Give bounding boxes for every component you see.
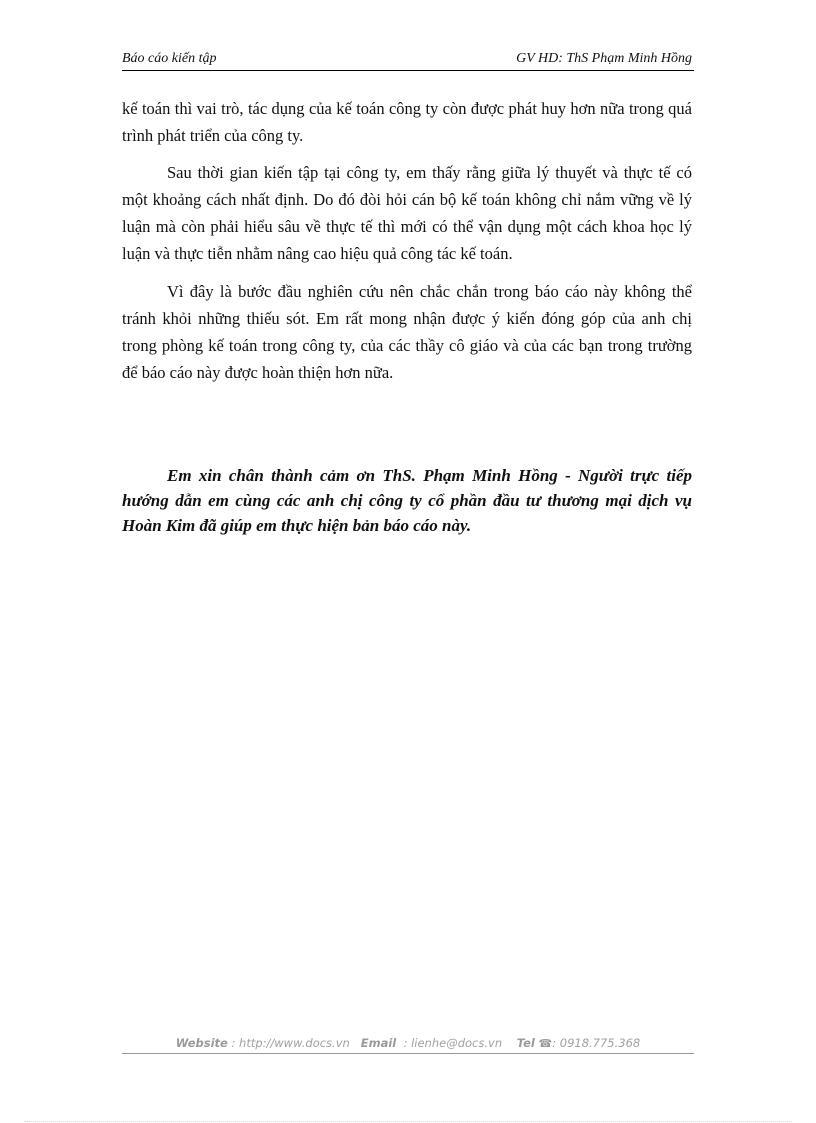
header-report-title: Báo cáo kiến tập	[122, 51, 217, 66]
footer-email-label: Email	[360, 1036, 397, 1050]
header-advisor: GV HD: ThS Phạm Minh Hồng	[516, 51, 692, 66]
paragraph-experience: Sau thời gian kiến tập tại công ty, em thấy rằng giữa lý thuyết và thực tế có một khoảng cách nhất định. Do đó đòi hỏi cán bộ kế toán không chỉ nắm vững về lý luận mà còn phải hiểu sâu về thực tế thì mới có thể vận dụng một cách khoa học lý luận và thực tiễn nhằm nâng cao hiệu quả công tác kế toán.	[122, 163, 692, 263]
paragraph-feedback: Vì đây là bước đầu nghiên cứu nên chắc chắn trong báo cáo này không thể tránh khỏi những thiếu sót. Em rất mong nhận được ý kiến đóng góp của anh chị trong phòng kế toán trong công ty, của các thầy cô giáo và của các bạn trong trường để báo cáo này được hoàn thiện hơn nữa.	[122, 282, 692, 382]
footer-website-link[interactable]: : http://www.docs.vn	[231, 1036, 350, 1050]
footer-tel-value: : 0918.775.368	[552, 1036, 641, 1050]
document-body	[122, 95, 692, 397]
page-bottom-edge	[24, 1121, 792, 1122]
page-header	[122, 50, 694, 71]
footer-tel-label: Tel	[516, 1036, 535, 1050]
footer-website-label: Website	[175, 1036, 228, 1050]
page-footer	[122, 1034, 694, 1054]
telephone-icon: ☎	[538, 1037, 553, 1050]
acknowledgement: Em xin chân thành cảm ơn ThS. Phạm Minh Hồng - Người trực tiếp hướng dẫn em cùng các anh chị công ty cổ phần đầu tư thương mại dịch vụ Hoàn Kim đã giúp em thực hiện bản báo cáo này.	[122, 466, 692, 535]
footer-email-link[interactable]: : lienhe@docs.vn	[403, 1036, 503, 1050]
paragraph-continuation: kế toán thì vai trò, tác dụng của kế toán công ty còn được phát huy hơn nữa trong quá trình phát triển của công ty.	[122, 99, 692, 145]
